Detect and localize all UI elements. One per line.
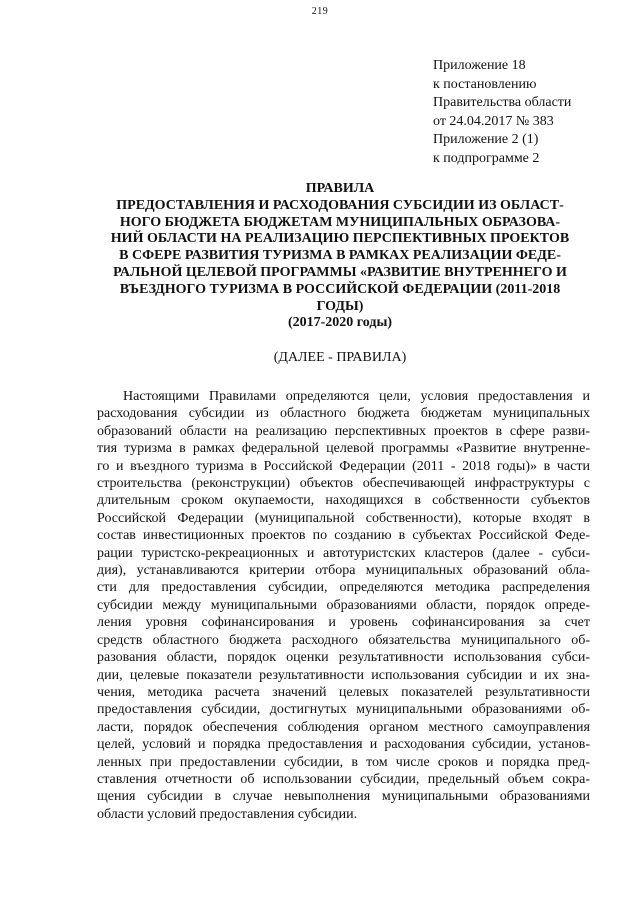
- body-line: предоставления субсидии, достигнутых муниципальными образованиями об-: [97, 702, 590, 718]
- body-line: средств областного бюджета расходного обязательства муниципального об-: [97, 632, 590, 648]
- attachment-block: [433, 57, 633, 169]
- body-line: Настоящими Правилами определяются цели, условия предоставления и: [123, 389, 590, 404]
- attachment-line: Правительства области: [433, 95, 572, 111]
- attachment-line: от 24.04.2017 № 383: [433, 113, 554, 129]
- title-line: ПРАВИЛА: [305, 181, 375, 196]
- body-line: длительным сроком окупаемости, находящихся в собственности субъектов: [97, 493, 590, 509]
- body-line: области условий предоставления субсидии.: [97, 806, 358, 822]
- attachment-line: Приложение 18: [433, 58, 526, 73]
- body-line: разования области, порядок оценки результативности использования субси-: [97, 650, 590, 666]
- body-line: дии, целевые показатели результативности использования субсидии и их зна-: [97, 667, 590, 683]
- body-line: ставления отчетности об использовании субсидии, предельный объем сокра-: [97, 771, 590, 787]
- document-title: [72, 181, 608, 332]
- body-line: целей, условий и порядка предоставления и расходования субсидии, установ-: [97, 737, 590, 753]
- title-line: ВЪЕЗДНОГО ТУРИЗМА В РОССИЙСКОЙ ФЕДЕРАЦИИ (2011-2018: [119, 281, 561, 297]
- body-line: дия), устанавливаются критерии отбора муниципальных образований обла-: [97, 563, 590, 579]
- title-line: РАЛЬНОЙ ЦЕЛЕВОЙ ПРОГРАММЫ «РАЗВИТИЕ ВНУТРЕННЕГО И: [113, 264, 567, 280]
- title-line: НИЙ ОБЛАСТИ НА РЕАЛИЗАЦИЮ ПЕРСПЕКТИВНЫХ ПРОЕКТОВ: [110, 231, 570, 247]
- body-line: сти для предоставления субсидии, определяются методика распределения: [97, 580, 590, 596]
- body-line: состав инвестиционных проектов по созданию в субъектах Российской Феде-: [97, 528, 590, 544]
- body-line: рации туристско-рекреационных и автотуристских кластеров (далее - субси-: [97, 545, 590, 561]
- document-subtitle: (ДАЛЕЕ - ПРАВИЛА): [273, 350, 407, 365]
- attachment-line: Приложение 2 (1): [433, 132, 539, 148]
- attachment-line: к подпрограмме 2: [433, 150, 540, 166]
- title-line: ГОДЫ): [316, 298, 364, 314]
- title-line: В СФЕРЕ РАЗВИТИЯ ТУРИЗМА В РАМКАХ РЕАЛИЗАЦИИ ФЕДЕ-: [119, 248, 561, 264]
- title-line: (2017-2020 годы): [287, 315, 393, 331]
- body-line: ления уровня софинансирования и уровень софинансирования за счет: [97, 615, 590, 631]
- title-line: ПРЕДОСТАВЛЕНИЯ И РАСХОДОВАНИЯ СУБСИДИИ ИЗ ОБЛАСТ-: [116, 197, 564, 213]
- body-line: образований области на реализацию перспективных проектов в сфере разви-: [97, 423, 590, 439]
- body-line: ленных при предоставлении субсидии, в том числе сроков и порядка пред-: [97, 754, 590, 770]
- body-line: щения субсидии в случае невыполнения муниципальными образованиями: [97, 789, 590, 805]
- body-line: ласти, порядок обеспечения соблюдения органом местного самоуправления: [97, 719, 590, 735]
- body-paragraph: [97, 388, 590, 823]
- body-line: расходования субсидии из областного бюджета бюджетам муниципальных: [97, 406, 590, 422]
- body-line: го и въездного туризма в Российской Федерации (2011 - 2018 годы)» в части: [97, 458, 590, 474]
- body-line: субсидии между муниципальными образованиями области, порядок опреде-: [97, 597, 590, 613]
- body-line: чения, методика расчета значений целевых показателей результативности: [97, 684, 590, 700]
- attachment-line: к постановлению: [433, 76, 537, 92]
- body-line: строительства (реконструкции) объектов обеспечивающей инфраструктуры с: [97, 476, 590, 492]
- page-number: 219: [311, 6, 329, 17]
- body-line: тия туризма в рамках федеральной целевой программы «Развитие внутренне-: [97, 441, 590, 457]
- title-line: НОГО БЮДЖЕТА БЮДЖЕТАМ МУНИЦИПАЛЬНЫХ ОБРАЗОВА-: [119, 214, 561, 230]
- body-line: Российской Федерации (муниципальной собственности), которые входят в: [97, 510, 590, 526]
